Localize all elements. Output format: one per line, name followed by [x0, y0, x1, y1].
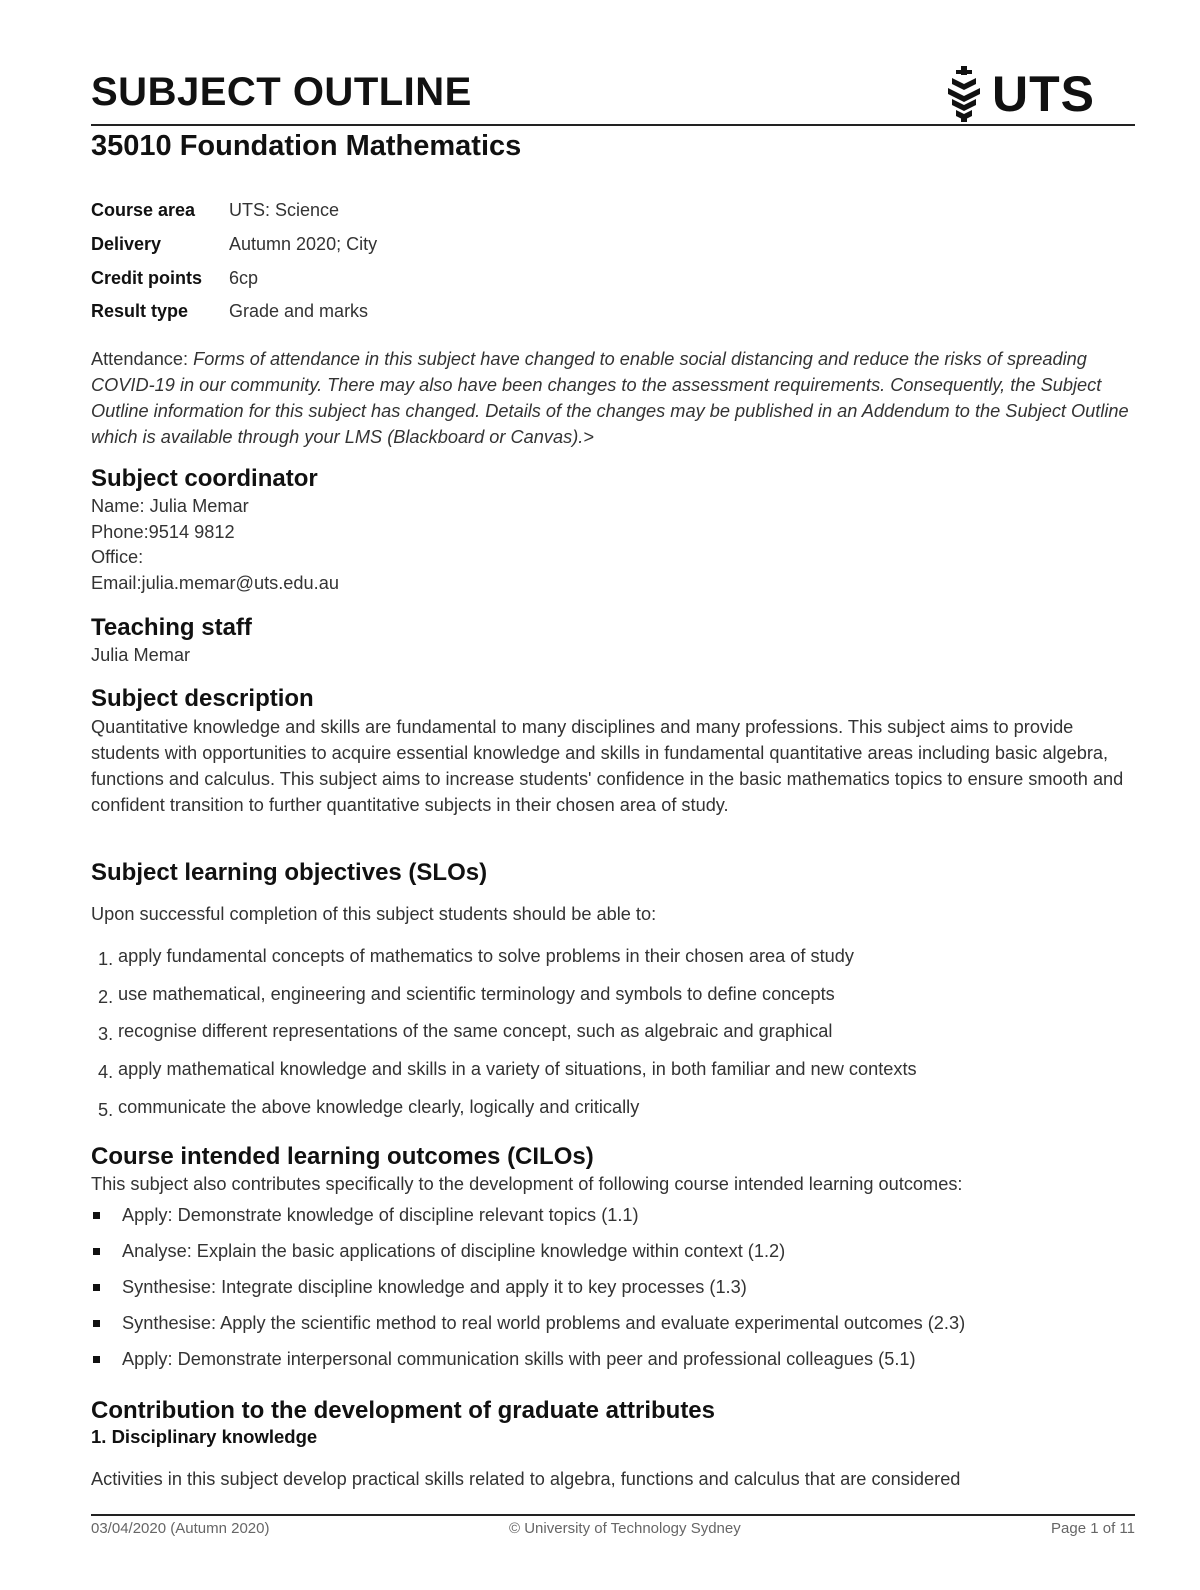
list-number: 3. [98, 1024, 114, 1045]
coordinator-heading: Subject coordinator [91, 465, 318, 492]
slo-intro: Upon successful completion of this subject students should be able to: [91, 904, 657, 924]
detail-row [91, 194, 377, 228]
list-item-text: apply fundamental concepts of mathematics to solve problems in their chosen area of study [118, 946, 854, 967]
bullet-icon [93, 1356, 100, 1363]
coordinator-phone: Phone:9514 9812 [91, 521, 235, 542]
detail-row [91, 228, 377, 262]
bullet-icon [93, 1320, 100, 1327]
list-item-text: recognise different representations of the same concept, such as algebraic and graphical [118, 1021, 833, 1042]
slo-list [91, 938, 1131, 1126]
detail-row [91, 295, 377, 329]
graduate-attributes-text: Activities in this subject develop practical skills related to algebra, functions and calculus that are considered [91, 1469, 961, 1489]
detail-label: Course area [91, 200, 196, 221]
detail-value: UTS: Science [229, 200, 340, 221]
list-number: 1. [98, 949, 114, 970]
list-item-text: Apply: Demonstrate interpersonal communication skills with peer and professional colleagues (5.1) [122, 1348, 916, 1369]
list-item [91, 1341, 1131, 1377]
slo-section [91, 858, 1131, 888]
list-item-text: Analyse: Explain the basic applications of discipline knowledge within context (1.2) [122, 1240, 786, 1261]
detail-label: Credit points [91, 267, 202, 288]
document-title: SUBJECT OUTLINE [91, 70, 472, 114]
header-divider [91, 124, 1135, 126]
attendance-text: Forms of attendance in this subject have changed to enable social distancing and reduce the risks of spreading COVID-19 in our community. There may also have been changes to the assessment requirements. Consequently, the Subject Outline information for this subject has changed. Details of the changes may be published in an Addendum to the Subject Outline which is available through your LMS (Blackboard or Canvas).> [91, 349, 1129, 447]
list-item [91, 1013, 1131, 1051]
list-item [91, 976, 1131, 1014]
uts-logo-text: UTS [992, 66, 1095, 122]
detail-label: Delivery [91, 234, 162, 255]
list-item-text: Synthesise: Integrate discipline knowledge and apply it to key processes (1.3) [122, 1276, 747, 1297]
detail-value: Grade and marks [229, 301, 369, 322]
description-text: Quantitative knowledge and skills are fundamental to many disciplines and many professions. This subject aims to provide students with opportunities to acquire essential knowledge and skills in fundamental quantitative areas including basic algebra, functions and calculus. This subject aims to increase students' confidence in the basic mathematics topics to ensure smooth and confident transition to further quantitative subjects in their chosen area of study. [91, 717, 1124, 815]
page-number: Page 1 of 11 [1051, 1520, 1135, 1537]
list-item-text: apply mathematical knowledge and skills in a variety of situations, in both familiar and new contexts [118, 1059, 917, 1080]
description-section [91, 684, 1131, 818]
list-item [91, 1197, 1131, 1233]
description-heading: Subject description [91, 685, 314, 712]
coordinator-office: Office: [91, 547, 144, 568]
coordinator-section [91, 464, 1131, 597]
slo-heading: Subject learning objectives (SLOs) [91, 859, 488, 886]
cilo-list [91, 1197, 1131, 1377]
detail-row [91, 261, 377, 295]
list-item-text: Synthesise: Apply the scientific method to real world problems and evaluate experimental outcomes (2.3) [122, 1312, 966, 1333]
footer-date: 03/04/2020 (Autumn 2020) [91, 1520, 270, 1537]
subject-details [91, 194, 377, 329]
graduate-attributes-section [91, 1396, 1131, 1448]
list-item-text: communicate the above knowledge clearly, logically and critically [118, 1096, 640, 1117]
uts-crest-icon [944, 66, 984, 122]
list-number: 2. [98, 986, 114, 1007]
cilo-heading: Course intended learning outcomes (CILOs) [91, 1143, 594, 1170]
detail-value: 6cp [229, 267, 259, 288]
list-number: 5. [98, 1099, 114, 1120]
detail-value: Autumn 2020; City [229, 234, 378, 255]
footer-divider [91, 1514, 1135, 1516]
cilo-section [91, 1142, 1131, 1198]
list-item [91, 1233, 1131, 1269]
attendance-label: Attendance: [91, 349, 194, 369]
graduate-attributes-subheading: 1. Disciplinary knowledge [91, 1426, 318, 1447]
list-item-text: use mathematical, engineering and scientific terminology and symbols to define concepts [118, 983, 835, 1004]
footer-copyright: © University of Technology Sydney [509, 1520, 741, 1537]
list-item [91, 938, 1131, 976]
list-item [91, 1269, 1131, 1305]
teaching-staff-name: Julia Memar [91, 645, 191, 665]
coordinator-name: Name: Julia Memar [91, 496, 249, 516]
detail-label: Result type [91, 301, 189, 322]
teaching-staff-heading: Teaching staff [91, 614, 252, 641]
list-number: 4. [98, 1062, 114, 1083]
bullet-icon [93, 1248, 100, 1255]
slo-intro-wrap [91, 904, 1131, 925]
bullet-icon [93, 1212, 100, 1219]
list-item-text: Apply: Demonstrate knowledge of discipline relevant topics (1.1) [122, 1204, 639, 1225]
teaching-staff-section [91, 613, 1131, 669]
attendance-notice [91, 346, 1131, 450]
coordinator-email: Email:julia.memar@uts.edu.au [91, 573, 339, 594]
list-item [91, 1088, 1131, 1126]
subject-title: 35010 Foundation Mathematics [91, 130, 522, 162]
cilo-intro: This subject also contributes specifically to the development of following course intended learning outcomes: [91, 1174, 963, 1194]
list-item [91, 1051, 1131, 1089]
list-item [91, 1305, 1131, 1341]
page-header [91, 66, 1135, 124]
graduate-attributes-body [91, 1466, 1131, 1492]
uts-logo [944, 66, 1095, 122]
bullet-icon [93, 1284, 100, 1291]
graduate-attributes-heading: Contribution to the development of graduate attributes [91, 1397, 715, 1424]
